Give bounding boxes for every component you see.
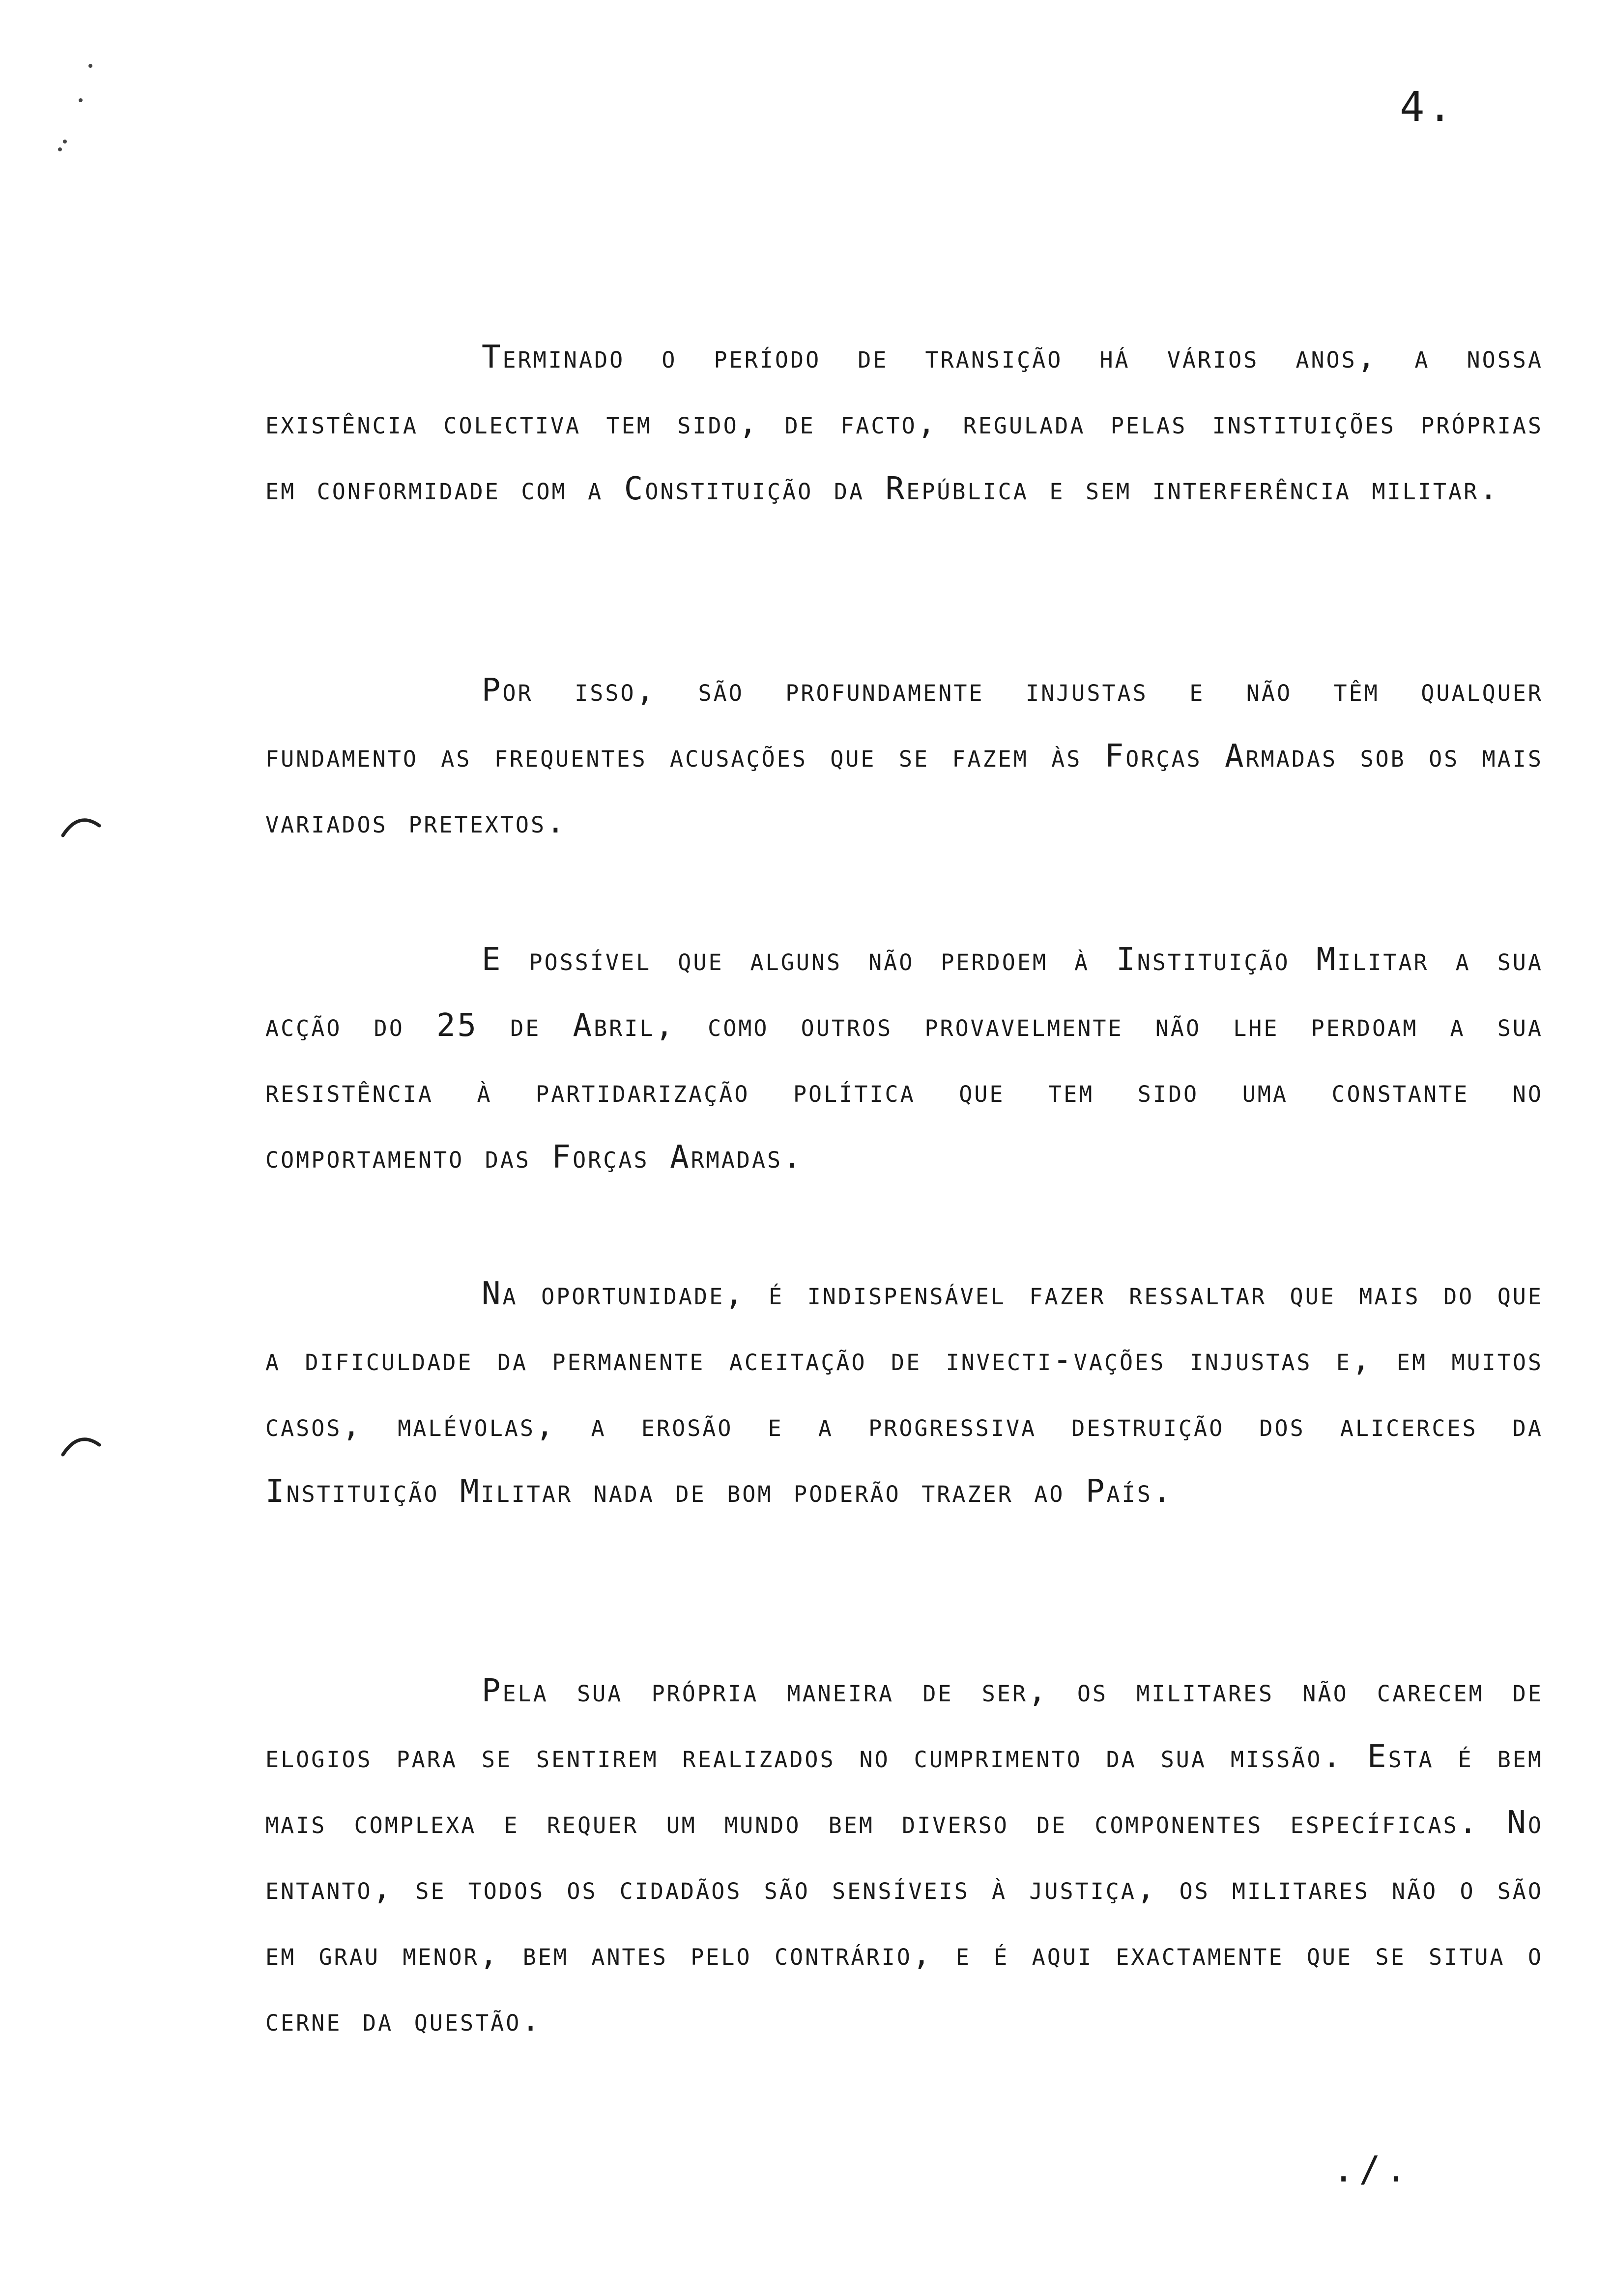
paragraph-4: Na oportunidade, é indispensável fazer ressaltar que mais do que a dificuldade da permanente aceitação de invecti-vações injustas e, em muitos casos, malévolas, a erosão e a progressiva destruição dos alicerces da Instituição Militar nada de bom poderão trazer ao País. xyxy=(265,1276,1543,1510)
paragraph-2: Por isso, são profundamente injustas e não têm qualquer fundamento as frequentes acusações que se fazem às Forças Armadas sob os mais variados pretextos. xyxy=(265,672,1543,840)
scan-speck xyxy=(58,147,62,151)
scan-speck xyxy=(79,98,83,102)
paragraph-3: E possível que alguns não perdoem à Instituição Militar a sua acção do 25 de Abril, como outros provavelmente não lhe perdoam a sua resistência à partidarização política que tem sido uma constante no comportamento das Forças Armadas. xyxy=(265,942,1543,1176)
scan-speck xyxy=(88,64,92,68)
scan-speck xyxy=(63,140,67,144)
continuation-mark: ./. xyxy=(1333,2149,1412,2190)
page-number: 4. xyxy=(1400,83,1456,131)
punch-hole-mark-top xyxy=(59,806,103,840)
punch-hole-mark-bottom xyxy=(59,1425,103,1460)
paragraph-1: Terminado o período de transição há vários anos, a nossa existência colectiva tem sido, de facto, regulada pelas instituições próprias em conformidade com a Constituição da República e sem interferência militar. xyxy=(265,339,1543,507)
paragraph-5: Pela sua própria maneira de ser, os militares não carecem de elogios para se sentirem realizados no cumprimento da sua missão. Esta é bem mais complexa e requer um mundo bem diverso de componentes específicas. No entanto, se todos os cidadãos são sensíveis à justiça, os militares não o são em grau menor, bem antes pelo contrário, e é aqui exactamente que se situa o cerne da questão. xyxy=(265,1673,1543,2038)
